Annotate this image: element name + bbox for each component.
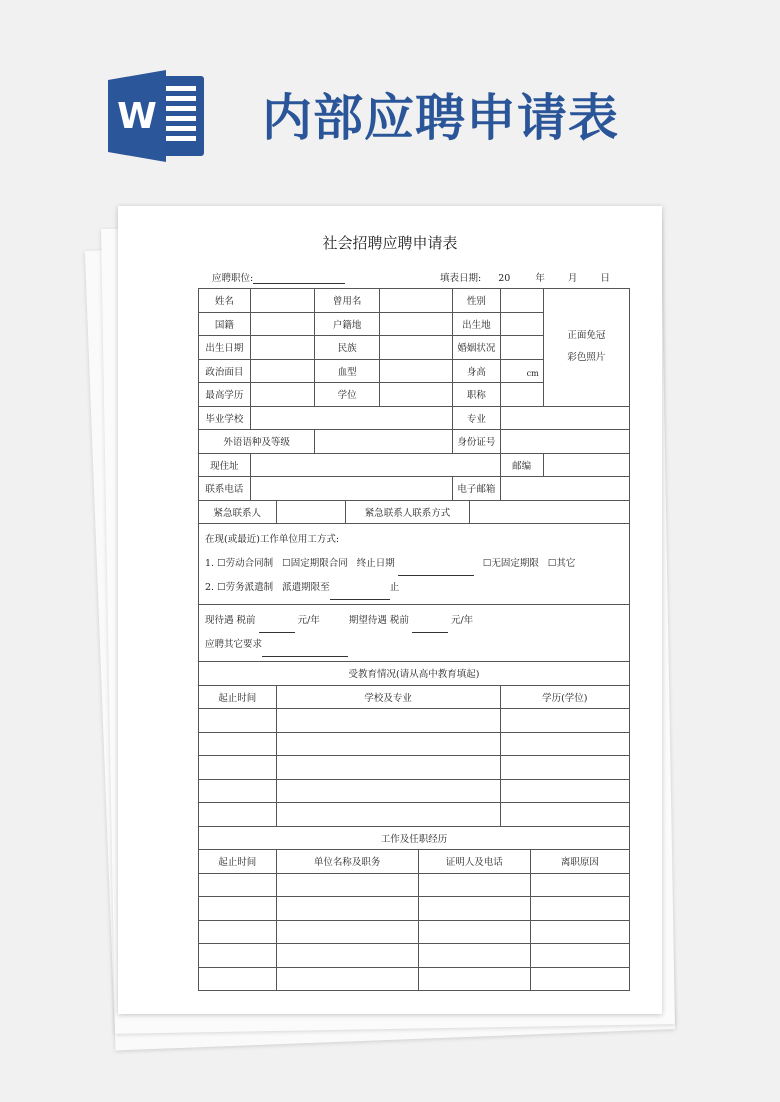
position-label: 应聘职位: (212, 273, 254, 284)
input-postcode[interactable] (543, 453, 629, 477)
label-title: 职称 (453, 383, 500, 407)
table-row (199, 524, 630, 605)
work-cell[interactable] (276, 920, 418, 944)
input-emergency[interactable] (276, 500, 345, 524)
work-cell[interactable] (199, 920, 277, 944)
checkbox-open-ended[interactable]: ☐无固定期限 (482, 558, 539, 569)
work-cell[interactable] (276, 873, 418, 897)
edu-cell[interactable] (500, 756, 629, 780)
unit-label: 元/年 (297, 615, 320, 626)
salary-line (205, 609, 623, 633)
label-blood: 血型 (315, 359, 380, 383)
input-birthplace[interactable] (500, 312, 543, 336)
work-cell[interactable] (530, 873, 629, 897)
edu-cell[interactable] (199, 779, 277, 803)
label-gender: 性别 (453, 289, 500, 313)
work-cell[interactable] (276, 944, 418, 968)
work-cell[interactable] (530, 897, 629, 921)
edu-cell[interactable] (276, 803, 500, 827)
other-requirements (205, 633, 623, 657)
work-header-company: 单位名称及职务 (276, 850, 418, 874)
input-school[interactable] (250, 406, 453, 430)
date-year-unit: 年 (535, 273, 545, 284)
table-row (199, 709, 630, 733)
work-cell[interactable] (530, 967, 629, 991)
photo-label-line2: 彩色照片 (567, 352, 606, 364)
label-email: 电子邮箱 (453, 477, 500, 501)
table-row (199, 500, 630, 524)
table-row (199, 967, 630, 991)
edu-cell[interactable] (276, 756, 500, 780)
table-row (199, 732, 630, 756)
input-height[interactable] (500, 359, 543, 383)
date-label: 填表日期: (440, 273, 482, 284)
dispatch-input[interactable] (330, 589, 390, 600)
date-day-unit: 日 (600, 273, 610, 284)
edu-cell[interactable] (199, 709, 277, 733)
edu-cell[interactable] (500, 803, 629, 827)
expected-salary-label: 期望待遇 (348, 615, 387, 626)
checkbox-other[interactable]: ☐其它 (547, 558, 576, 569)
input-name[interactable] (250, 289, 315, 313)
table-row (199, 685, 630, 709)
label-emergency-contact: 紧急联系人联系方式 (345, 500, 470, 524)
header (0, 0, 780, 200)
input-title[interactable] (500, 383, 543, 407)
end-date-label: 终止日期 (356, 558, 395, 569)
employment-line-1 (205, 552, 623, 576)
table-row (199, 289, 630, 313)
pretax-label-2: 税前 (389, 615, 409, 626)
employment-section (199, 524, 630, 605)
label-birthdate: 出生日期 (199, 336, 251, 360)
until-label: 止 (389, 582, 400, 593)
label-name: 姓名 (199, 289, 251, 313)
work-cell[interactable] (199, 944, 277, 968)
label-major: 专业 (453, 406, 500, 430)
label-phone: 联系电话 (199, 477, 251, 501)
input-id-number[interactable] (500, 430, 629, 454)
table-row (199, 477, 630, 501)
edu-cell[interactable] (276, 709, 500, 733)
label-school: 毕业学校 (199, 406, 251, 430)
label-degree: 学位 (315, 383, 380, 407)
unit-label-2: 元/年 (450, 615, 474, 626)
table-row (199, 826, 630, 850)
work-cell[interactable] (530, 920, 629, 944)
end-date-input[interactable] (398, 565, 474, 576)
table-row (199, 453, 630, 477)
table-row (199, 406, 630, 430)
work-title: 工作及任职经历 (199, 826, 630, 850)
table-row (199, 873, 630, 897)
input-degree[interactable] (379, 383, 452, 407)
work-header-reference: 证明人及电话 (418, 850, 530, 874)
line2-prefix: 2. (205, 582, 215, 593)
work-cell[interactable] (276, 897, 418, 921)
application-table (198, 288, 630, 991)
input-gender[interactable] (500, 289, 543, 313)
input-address[interactable] (250, 453, 500, 477)
current-salary-input[interactable] (259, 622, 295, 633)
table-row (199, 803, 630, 827)
input-household[interactable] (379, 312, 452, 336)
expected-salary-input[interactable] (412, 622, 448, 633)
label-nationality: 国籍 (199, 312, 251, 336)
input-nationality[interactable] (250, 312, 315, 336)
table-row (199, 850, 630, 874)
edu-header-period: 起止时间 (199, 685, 277, 709)
line1-prefix: 1. (205, 558, 215, 569)
label-political: 政治面目 (199, 359, 251, 383)
input-birthdate[interactable] (250, 336, 315, 360)
height-unit: cm (526, 369, 539, 379)
label-former-name: 曾用名 (315, 289, 380, 313)
word-logo-icon (108, 70, 208, 162)
input-blood[interactable] (379, 359, 452, 383)
label-postcode: 邮编 (500, 453, 543, 477)
table-row (199, 944, 630, 968)
employment-heading: 在现(或最近)工作单位用工方式: (205, 534, 340, 545)
work-header-period: 起止时间 (199, 850, 277, 874)
label-ethnicity: 民族 (315, 336, 380, 360)
edu-cell[interactable] (500, 709, 629, 733)
education-title: 受教育情况(请从高中教育填起) (199, 662, 630, 686)
label-id-number: 身份证号 (453, 430, 500, 454)
table-row (199, 430, 630, 454)
work-cell[interactable] (418, 944, 530, 968)
employment-line-2 (205, 576, 623, 600)
edu-header-school: 学校及专业 (276, 685, 500, 709)
input-education[interactable] (250, 383, 315, 407)
work-cell[interactable] (199, 873, 277, 897)
other-requirements-input[interactable] (262, 646, 348, 657)
label-height: 身高 (453, 359, 500, 383)
work-cell[interactable] (199, 897, 277, 921)
input-major[interactable] (500, 406, 629, 430)
table-row (199, 920, 630, 944)
work-cell[interactable] (418, 920, 530, 944)
edu-cell[interactable] (500, 732, 629, 756)
form-title: 社会招聘应聘申请表 (322, 234, 458, 252)
table-row (199, 662, 630, 686)
input-marital[interactable] (500, 336, 543, 360)
checkbox-dispatch[interactable]: ☐劳务派遣制 (217, 582, 274, 593)
date-year: 20 (498, 273, 511, 284)
edu-cell[interactable] (199, 803, 277, 827)
label-education: 最高学历 (199, 383, 251, 407)
position-input[interactable] (253, 273, 345, 284)
edu-cell[interactable] (199, 756, 277, 780)
label-language: 外语语种及等级 (199, 430, 315, 454)
input-former-name[interactable] (379, 289, 452, 313)
logo-letter: W (117, 96, 157, 137)
table-row (199, 605, 630, 662)
work-cell[interactable] (276, 967, 418, 991)
table-row (199, 756, 630, 780)
date-month-unit: 月 (567, 273, 578, 284)
label-emergency: 紧急联系人 (199, 500, 277, 524)
label-household: 户籍地 (315, 312, 380, 336)
edu-cell[interactable] (276, 779, 500, 803)
input-phone[interactable] (250, 477, 453, 501)
work-cell[interactable] (418, 873, 530, 897)
salary-section (199, 605, 630, 662)
input-ethnicity[interactable] (379, 336, 452, 360)
position-field (212, 270, 345, 284)
checkbox-labor-contract[interactable]: ☐劳动合同制 (217, 558, 274, 569)
edu-cell[interactable] (276, 732, 500, 756)
work-cell[interactable] (530, 944, 629, 968)
label-birthplace: 出生地 (453, 312, 500, 336)
table-row (199, 897, 630, 921)
table-row (199, 779, 630, 803)
work-cell[interactable] (418, 897, 530, 921)
label-marital: 婚姻状况 (453, 336, 500, 360)
work-cell[interactable] (418, 967, 530, 991)
work-cell[interactable] (199, 967, 277, 991)
edu-cell[interactable] (500, 779, 629, 803)
input-language[interactable] (315, 430, 453, 454)
label-address: 现住址 (199, 453, 251, 477)
work-header-reason: 离职原因 (530, 850, 629, 874)
current-salary-label: 现待遇 (205, 615, 234, 626)
edu-cell[interactable] (199, 732, 277, 756)
input-emergency-contact[interactable] (470, 500, 630, 524)
other-requirements-label: 应聘其它要求 (205, 639, 263, 650)
checkbox-fixed-term[interactable]: ☐固定期限合同 (282, 558, 348, 569)
input-email[interactable] (500, 477, 629, 501)
dispatch-label: 派遣期限至 (282, 582, 330, 593)
form-sheet (118, 206, 662, 1014)
edu-header-degree: 学历(学位) (500, 685, 629, 709)
page-title: 内部应聘申请表 (262, 89, 619, 147)
pretax-label: 税前 (236, 615, 256, 626)
fill-date (440, 270, 610, 284)
photo-box[interactable] (543, 289, 629, 407)
photo-label-line1: 正面免冠 (567, 330, 606, 342)
input-political[interactable] (250, 359, 315, 383)
